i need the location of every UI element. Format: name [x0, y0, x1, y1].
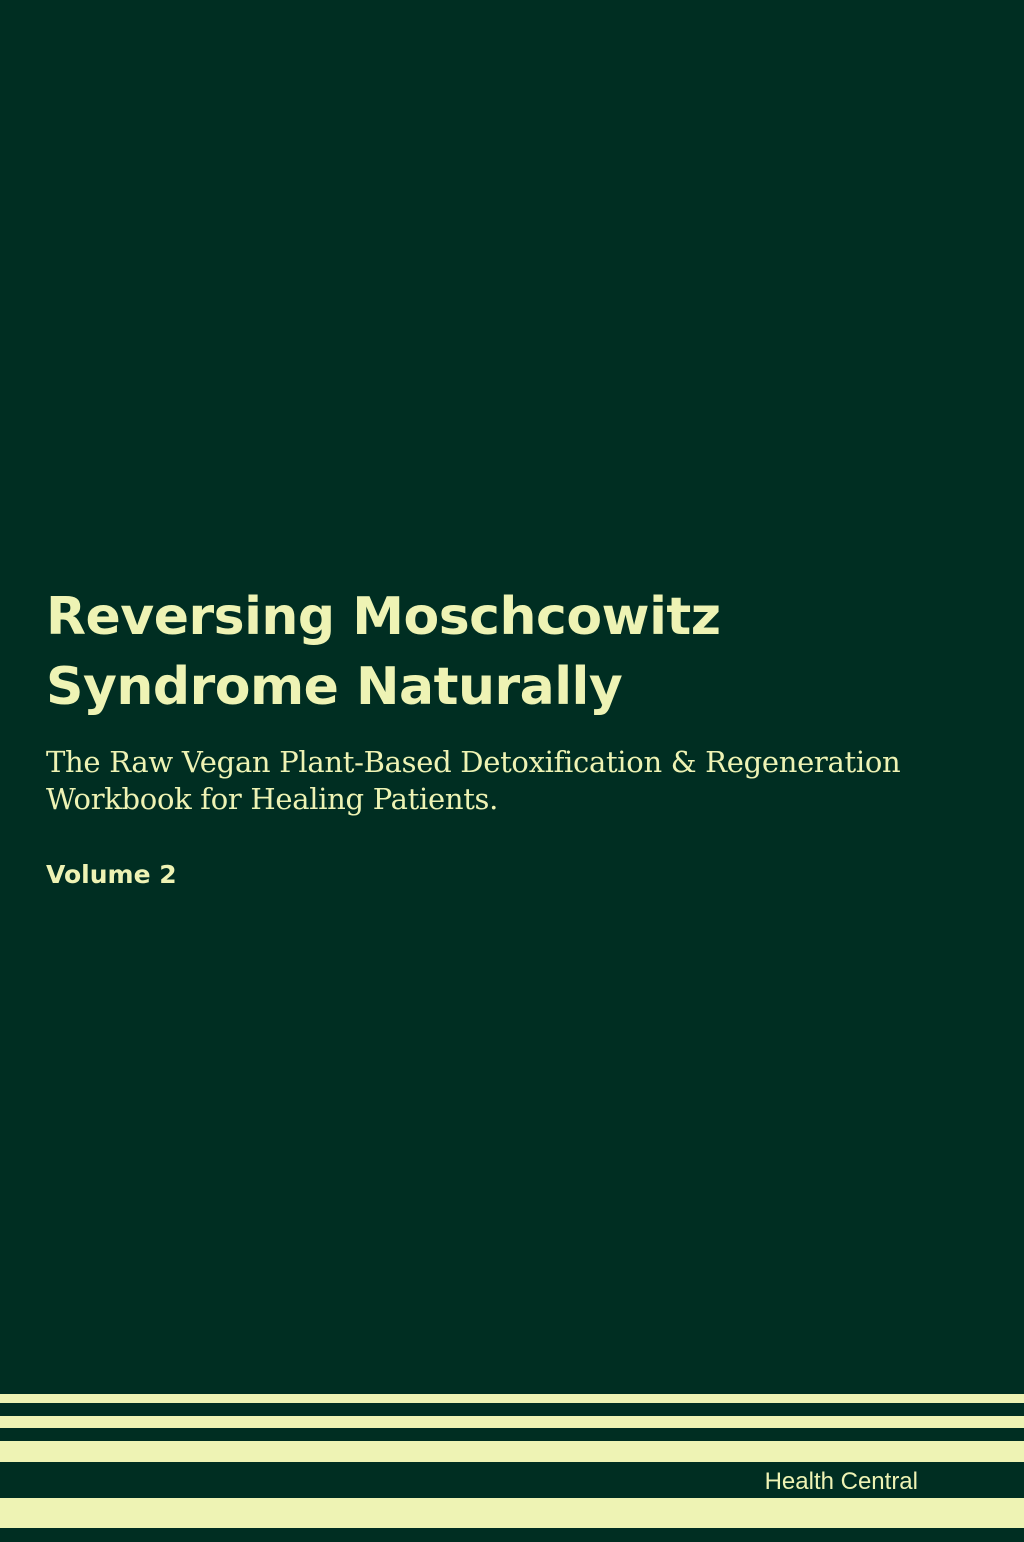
volume-label: Volume 2 [46, 860, 177, 889]
decorative-stripe [0, 1416, 1024, 1428]
decorative-stripe [0, 1498, 1024, 1528]
publisher-name: Health Central [764, 1468, 918, 1495]
book-subtitle: The Raw Vegan Plant-Based Detoxification & Regeneration Workbook for Healing Patients. [46, 745, 901, 816]
decorative-stripe [0, 1394, 1024, 1403]
decorative-stripe [0, 1441, 1024, 1462]
book-title: Reversing Moschcowitz Syndrome Naturally [46, 587, 721, 717]
